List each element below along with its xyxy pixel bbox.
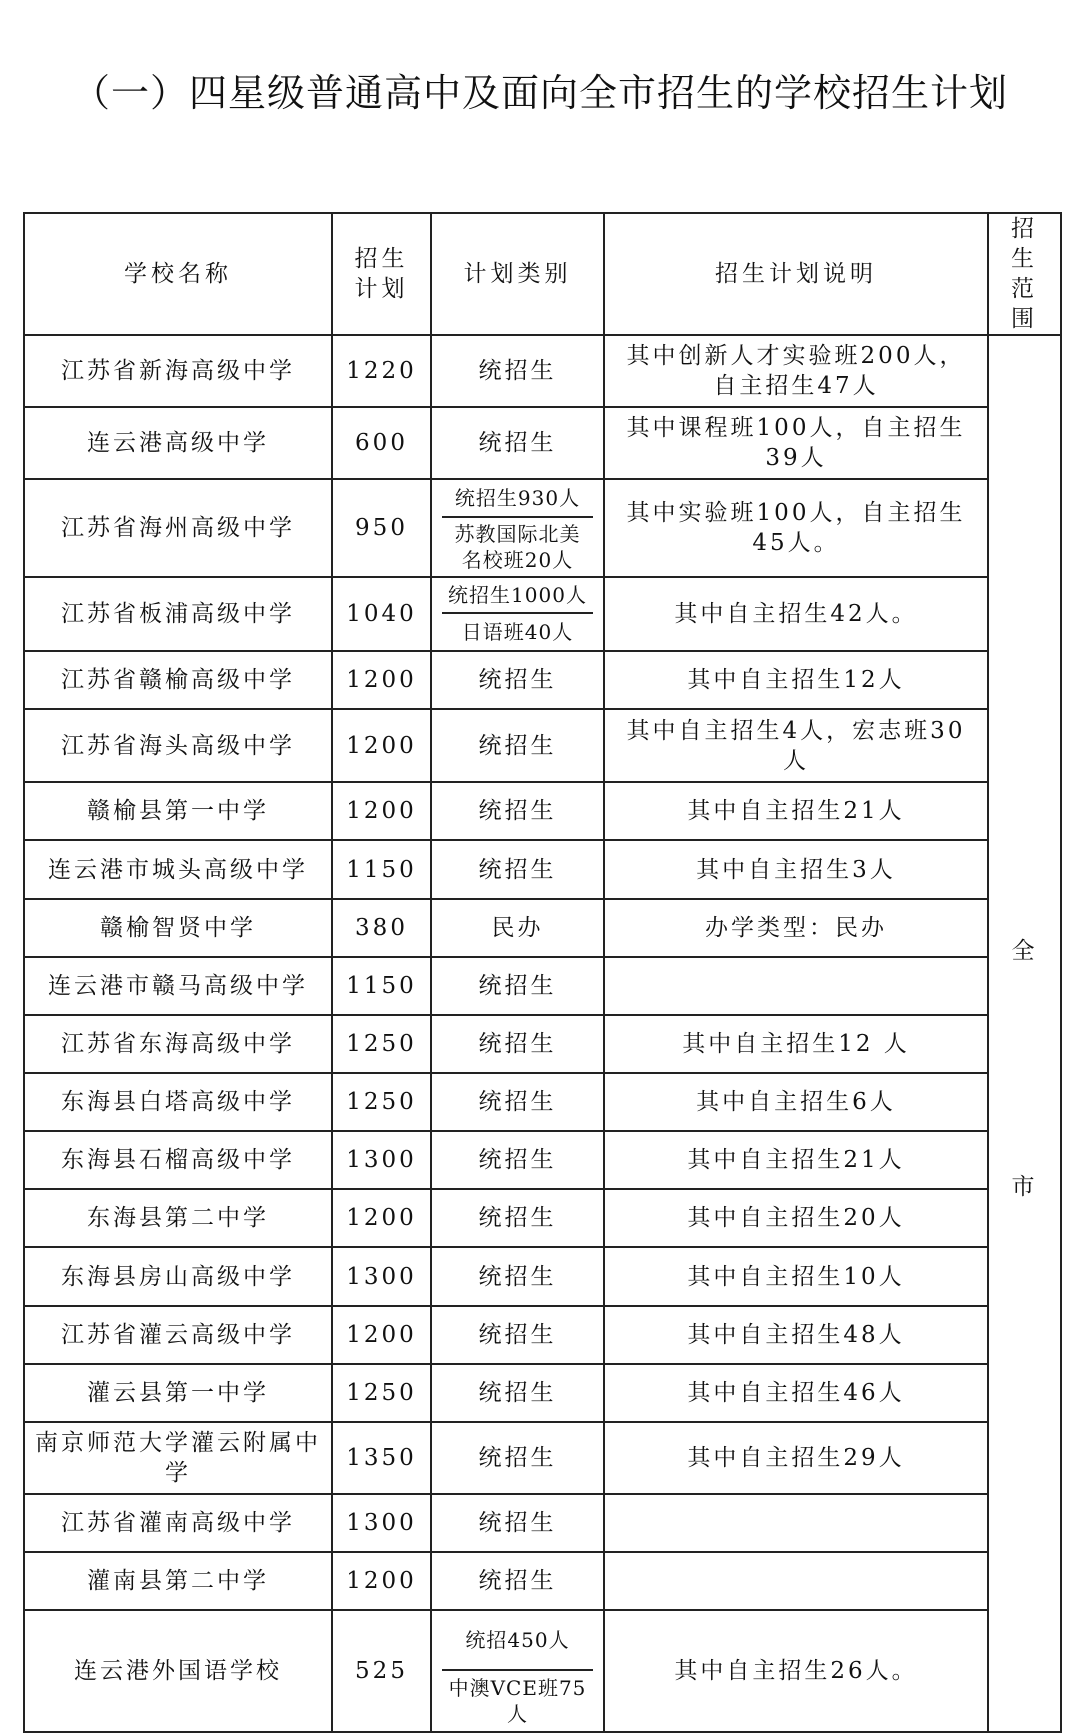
plan-category: 统招生 <box>431 1189 604 1247</box>
plan-category: 统招生 <box>431 1422 604 1494</box>
table-row <box>24 1073 1061 1131</box>
plan-count: 1300 <box>332 1131 431 1189</box>
plan-count: 1220 <box>332 335 431 407</box>
table-row <box>24 899 1061 957</box>
plan-description: 其中自主招生48人 <box>604 1306 988 1364</box>
plan-category-primary: 统招450人 <box>442 1611 593 1671</box>
header-school-name: 学校名称 <box>24 213 332 335</box>
plan-description: 其中实验班100人，自主招生45人。 <box>604 479 988 577</box>
table-row <box>24 1364 1061 1422</box>
plan-description: 其中课程班100人，自主招生39人 <box>604 407 988 479</box>
school-name: 江苏省赣榆高级中学 <box>24 651 332 709</box>
plan-description: 其中自主招生21人 <box>604 1131 988 1189</box>
plan-category-split <box>431 1610 604 1732</box>
plan-category: 民办 <box>431 899 604 957</box>
school-name: 江苏省灌南高级中学 <box>24 1494 332 1552</box>
plan-category-primary: 统招生930人 <box>442 480 593 518</box>
plan-count: 1200 <box>332 651 431 709</box>
plan-description: 其中自主招生12 人 <box>604 1015 988 1073</box>
school-name: 江苏省海州高级中学 <box>24 479 332 577</box>
plan-category-secondary: 苏教国际北美名校班20人 <box>454 522 581 572</box>
plan-description: 其中自主招生3人 <box>604 840 988 899</box>
plan-category: 统招生 <box>431 651 604 709</box>
plan-count: 1300 <box>332 1247 431 1306</box>
table-row <box>24 709 1061 782</box>
plan-description: 其中自主招生21人 <box>604 782 988 840</box>
plan-count: 1250 <box>332 1015 431 1073</box>
table-row <box>24 1494 1061 1552</box>
table-row <box>24 407 1061 479</box>
table-row <box>24 1552 1061 1610</box>
table-row <box>24 577 1061 651</box>
table-row <box>24 840 1061 899</box>
plan-description: 其中自主招生26人。 <box>604 1610 988 1732</box>
school-name: 南京师范大学灌云附属中学 <box>24 1422 332 1494</box>
plan-count: 525 <box>332 1610 431 1732</box>
page-title: （一）四星级普通高中及面向全市招生的学校招生计划 <box>71 71 1008 115</box>
plan-description: 其中自主招生10人 <box>604 1247 988 1306</box>
plan-description: 其中自主招生6人 <box>604 1073 988 1131</box>
school-name: 东海县房山高级中学 <box>24 1247 332 1306</box>
plan-count: 600 <box>332 407 431 479</box>
table-row <box>24 479 1061 577</box>
school-name: 江苏省板浦高级中学 <box>24 577 332 651</box>
plan-count: 1250 <box>332 1364 431 1422</box>
plan-category: 统招生 <box>431 1552 604 1610</box>
table-row <box>24 782 1061 840</box>
plan-count: 1200 <box>332 782 431 840</box>
plan-count: 1150 <box>332 840 431 899</box>
school-name: 连云港高级中学 <box>24 407 332 479</box>
enrollment-plan-table <box>23 212 1062 1733</box>
plan-category-secondary: 中澳VCE班75人 <box>448 1676 587 1726</box>
plan-description: 其中创新人才实验班200人，自主招生47人 <box>604 335 988 407</box>
table-row <box>24 1247 1061 1306</box>
plan-category: 统招生 <box>431 407 604 479</box>
header-plan-count: 招生计划 <box>332 213 431 335</box>
plan-count: 1200 <box>332 1552 431 1610</box>
school-name: 连云港市城头高级中学 <box>24 840 332 899</box>
plan-count: 1250 <box>332 1073 431 1131</box>
school-name: 连云港外国语学校 <box>24 1610 332 1732</box>
plan-category-primary: 统招生1000人 <box>442 578 593 614</box>
plan-category-secondary: 日语班40人 <box>461 620 574 644</box>
plan-count: 950 <box>332 479 431 577</box>
header-plan-description: 招生计划说明 <box>604 213 988 335</box>
table-row <box>24 1306 1061 1364</box>
table-row <box>24 1422 1061 1494</box>
plan-description: 其中自主招生42人。 <box>604 577 988 651</box>
plan-description <box>604 1552 988 1610</box>
plan-category: 统招生 <box>431 1247 604 1306</box>
header-row <box>24 213 1061 335</box>
table-row <box>24 335 1061 407</box>
school-name: 东海县白塔高级中学 <box>24 1073 332 1131</box>
plan-description: 其中自主招生4人，宏志班30人 <box>604 709 988 782</box>
header-plan-category: 计划类别 <box>431 213 604 335</box>
plan-count: 1200 <box>332 709 431 782</box>
school-name: 连云港市赣马高级中学 <box>24 957 332 1015</box>
plan-description: 其中自主招生46人 <box>604 1364 988 1422</box>
plan-description: 办学类型：民办 <box>604 899 988 957</box>
plan-count: 1200 <box>332 1306 431 1364</box>
scope-char-2: 市 <box>1011 1174 1038 1200</box>
plan-category: 统招生 <box>431 1131 604 1189</box>
table-row <box>24 651 1061 709</box>
plan-count: 1200 <box>332 1189 431 1247</box>
table-row <box>24 1610 1061 1732</box>
plan-category: 统招生 <box>431 335 604 407</box>
plan-category: 统招生 <box>431 1364 604 1422</box>
plan-category: 统招生 <box>431 1073 604 1131</box>
plan-description <box>604 1494 988 1552</box>
school-name: 灌南县第二中学 <box>24 1552 332 1610</box>
scope-char-1: 全 <box>1011 938 1038 964</box>
plan-count: 1350 <box>332 1422 431 1494</box>
school-name: 江苏省新海高级中学 <box>24 335 332 407</box>
plan-description: 其中自主招生29人 <box>604 1422 988 1494</box>
school-name: 江苏省海头高级中学 <box>24 709 332 782</box>
plan-category: 统招生 <box>431 782 604 840</box>
plan-count: 380 <box>332 899 431 957</box>
school-name: 赣榆县第一中学 <box>24 782 332 840</box>
plan-category-split <box>431 577 604 651</box>
school-name: 东海县第二中学 <box>24 1189 332 1247</box>
school-name: 赣榆智贤中学 <box>24 899 332 957</box>
plan-category: 统招生 <box>431 957 604 1015</box>
school-name: 江苏省东海高级中学 <box>24 1015 332 1073</box>
plan-count: 1040 <box>332 577 431 651</box>
plan-category: 统招生 <box>431 1015 604 1073</box>
table-row <box>24 1131 1061 1189</box>
plan-description: 其中自主招生12人 <box>604 651 988 709</box>
plan-description <box>604 957 988 1015</box>
table-row <box>24 1189 1061 1247</box>
plan-category: 统招生 <box>431 1494 604 1552</box>
scope-cell <box>988 335 1061 1732</box>
plan-category: 统招生 <box>431 709 604 782</box>
school-name: 东海县石榴高级中学 <box>24 1131 332 1189</box>
plan-count: 1150 <box>332 957 431 1015</box>
plan-category-split <box>431 479 604 577</box>
table-row <box>24 957 1061 1015</box>
plan-description: 其中自主招生20人 <box>604 1189 988 1247</box>
school-name: 江苏省灌云高级中学 <box>24 1306 332 1364</box>
school-name: 灌云县第一中学 <box>24 1364 332 1422</box>
plan-category: 统招生 <box>431 840 604 899</box>
header-scope: 招生范围 <box>988 213 1061 335</box>
plan-category: 统招生 <box>431 1306 604 1364</box>
table-row <box>24 1015 1061 1073</box>
plan-count: 1300 <box>332 1494 431 1552</box>
